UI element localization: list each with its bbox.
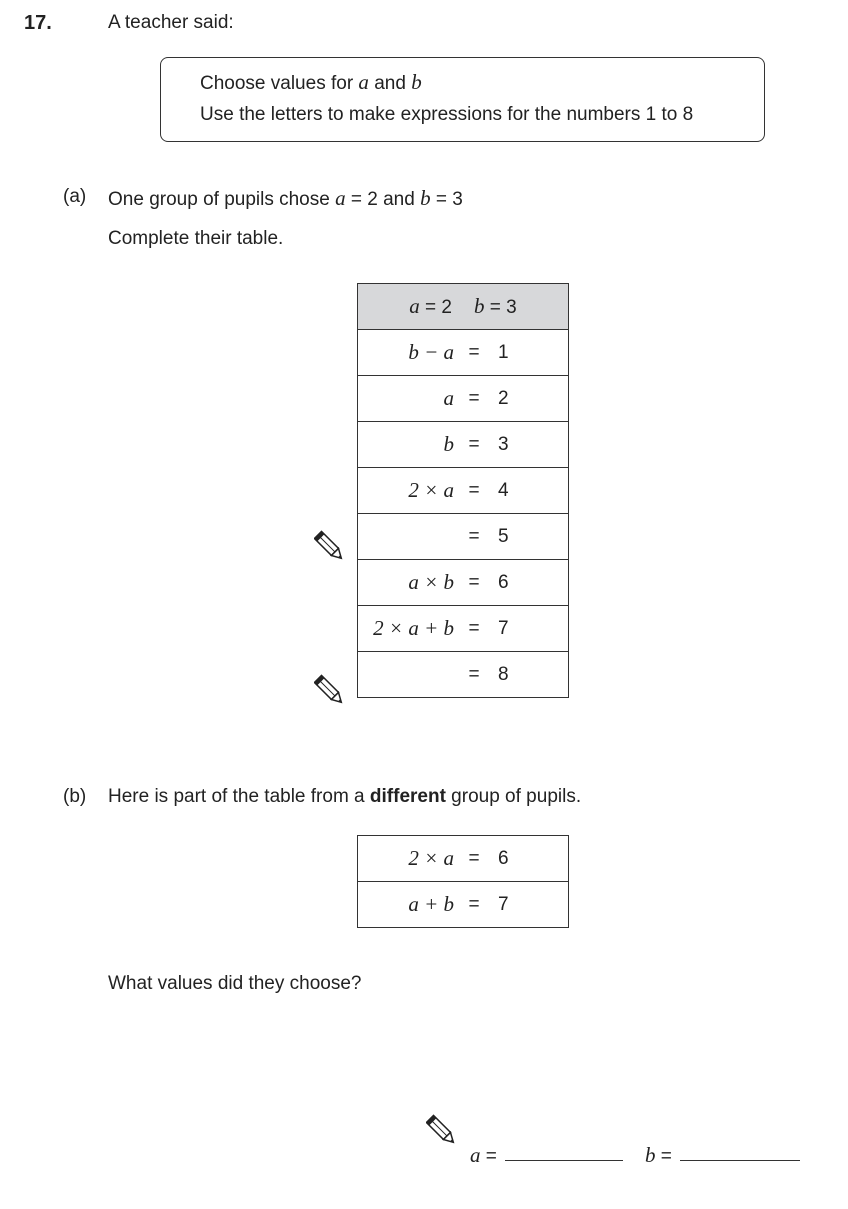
- row-value: 6: [498, 571, 509, 593]
- row-value: 1: [498, 341, 509, 363]
- header-b: b = 3: [474, 294, 517, 318]
- row-value: 8: [498, 663, 509, 685]
- row-equals: =: [468, 847, 480, 869]
- part-a-text-end: = 3: [430, 189, 463, 210]
- header-a: a = 2: [409, 294, 452, 318]
- row-equals: =: [468, 341, 480, 363]
- var-a: a: [358, 70, 369, 94]
- row-expression: a + b: [408, 892, 454, 916]
- part-a-instruction: Complete their table.: [108, 228, 284, 249]
- row-equals: =: [468, 893, 480, 915]
- row-equals: =: [468, 433, 480, 455]
- row-equals: =: [468, 387, 480, 409]
- quote-line-2: Use the letters to make expressions for the numbers 1 to 8: [200, 104, 694, 125]
- row-expression: b − a: [408, 340, 454, 364]
- table-row: [358, 330, 569, 376]
- table-row: [358, 560, 569, 606]
- row-value: 7: [498, 617, 509, 639]
- row-expression: b: [443, 432, 454, 456]
- quote-text: and: [368, 73, 412, 94]
- row-equals: =: [468, 617, 480, 639]
- row-equals: =: [468, 571, 480, 593]
- answer-a-field[interactable]: [505, 1160, 623, 1161]
- part-b-question: What values did they choose?: [108, 973, 362, 994]
- table-row: [358, 606, 569, 652]
- values-table-b: [357, 835, 569, 928]
- answer-b-field[interactable]: [680, 1160, 800, 1161]
- row-value: 3: [498, 433, 509, 455]
- part-b-text-post: group of pupils.: [445, 786, 582, 807]
- var-a: a: [335, 186, 346, 210]
- values-table-a: [357, 283, 569, 698]
- row-value: 7: [498, 893, 509, 915]
- question-intro: A teacher said:: [108, 12, 234, 33]
- question-number: 17.: [24, 12, 52, 34]
- row-value: 4: [498, 479, 509, 501]
- table-header-cell: [358, 284, 569, 330]
- row-equals: =: [468, 479, 480, 501]
- table-row: [358, 882, 569, 928]
- table-row-answer[interactable]: [358, 514, 569, 560]
- row-expression: a: [443, 386, 454, 410]
- row-expression: a × b: [408, 570, 454, 594]
- answer-b-label: b =: [645, 1143, 672, 1167]
- part-a-text-pre: One group of pupils chose: [108, 189, 336, 210]
- quote-line-1: [200, 70, 422, 95]
- table-row: [358, 376, 569, 422]
- row-expression: 2 × a: [408, 478, 454, 502]
- table-header-row: [358, 284, 569, 330]
- part-b-text: [108, 786, 581, 808]
- table-row: [358, 468, 569, 514]
- part-b-text-bold: different: [369, 786, 446, 807]
- row-equals: =: [468, 525, 480, 547]
- part-a-text: [108, 186, 463, 211]
- pencil-icon: [426, 1113, 458, 1149]
- row-equals: =: [468, 663, 480, 685]
- pencil-icon: [314, 529, 346, 565]
- part-b-label: (b): [63, 786, 87, 807]
- row-value: 2: [498, 387, 509, 409]
- var-b: b: [420, 186, 431, 210]
- table-row: [358, 422, 569, 468]
- part-b-text-pre: Here is part of the table from a: [108, 786, 370, 807]
- teacher-quote-box: [160, 57, 765, 142]
- row-value: 5: [498, 525, 509, 547]
- table-row: [358, 836, 569, 882]
- row-value: 6: [498, 847, 509, 869]
- row-expression: 2 × a + b: [373, 616, 454, 640]
- row-expression: 2 × a: [408, 846, 454, 870]
- part-a-label: (a): [63, 186, 87, 207]
- table-row-answer[interactable]: [358, 652, 569, 698]
- quote-text: Choose values for: [200, 73, 359, 94]
- var-b: b: [411, 70, 422, 94]
- answer-a-label: a =: [470, 1143, 497, 1167]
- pencil-icon: [314, 673, 346, 709]
- part-a-text-mid: = 2 and: [345, 189, 421, 210]
